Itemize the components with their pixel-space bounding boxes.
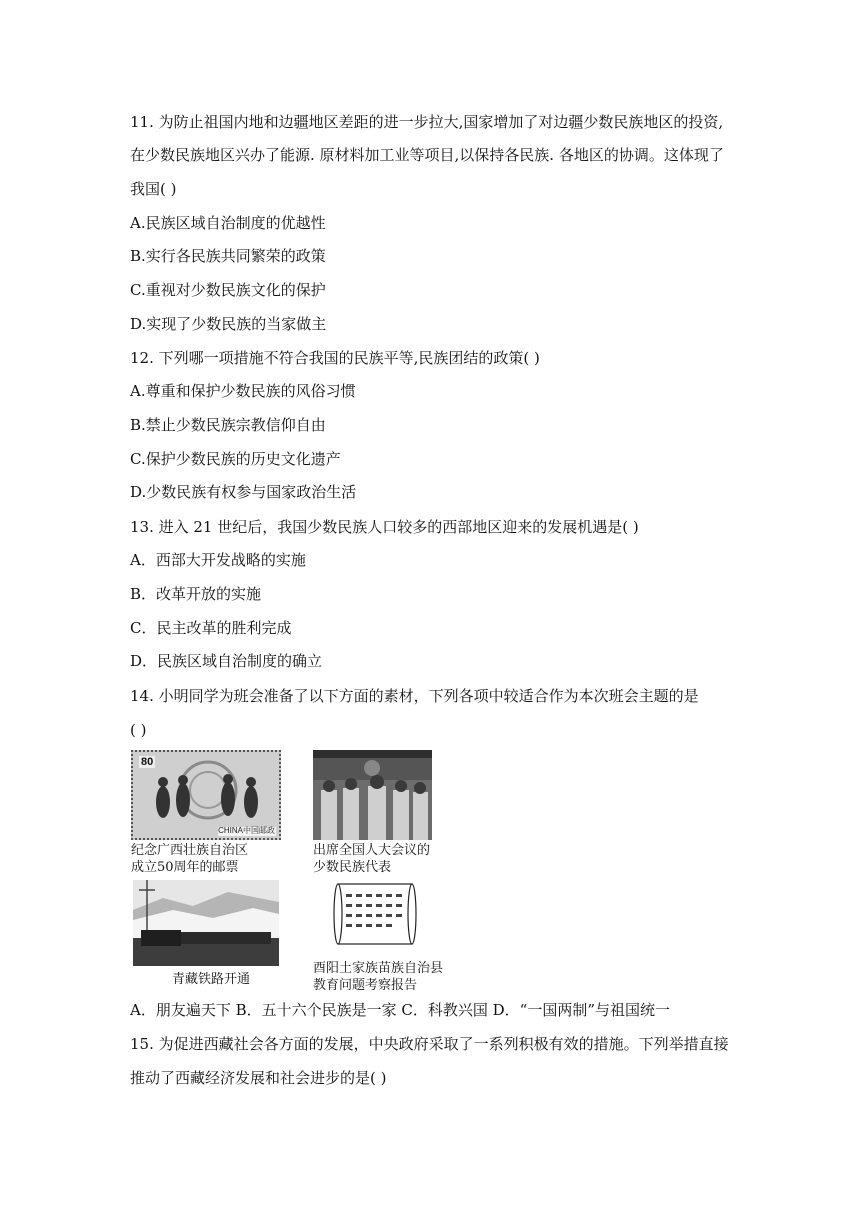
q14-stem-line2: ( ) <box>130 721 147 739</box>
caption-stamp-line1: 纪念广西壮族自治区 <box>131 843 249 858</box>
q11-stem-line1: 11. 为防止祖国内地和边疆地区差距的进一步拉大,国家增加了对边疆少数民族地区的投资, <box>130 113 724 131</box>
scroll-illustration <box>330 880 420 950</box>
railway-illustration <box>133 880 279 966</box>
stamp-value: 80 <box>141 756 154 768</box>
caption-report-line2: 教育问题考察报告 <box>313 978 418 993</box>
q13-stem: 13. 进入 21 世纪后，我国少数民族人口较多的西部地区迎来的发展机遇是( ) <box>130 518 639 536</box>
q13-option-d: D．民族区域自治制度的确立 <box>130 652 323 670</box>
caption-railway: 青藏铁路开通 <box>172 972 251 987</box>
railway-photo <box>133 880 279 966</box>
q12-stem: 12. 下列哪一项措施不符合我国的民族平等,民族团结的政策( ) <box>130 349 540 367</box>
q11-option-a: A.民族区域自治制度的优越性 <box>130 214 326 232</box>
q14-stem-line1: 14. 小明同学为班会准备了以下方面的素材，下列各项中较适合作为本次班会主题的是 <box>130 687 699 705</box>
q11-option-c: C.重视对少数民族文化的保护 <box>130 281 326 299</box>
q13-option-b: B．改革开放的实施 <box>130 585 262 603</box>
stamp-mark: CHINA中国邮政 <box>218 826 275 835</box>
representatives-photo <box>313 750 432 840</box>
q11-stem-line3: 我国( ) <box>130 180 177 198</box>
q12-option-a: A.尊重和保护少数民族的风俗习惯 <box>130 382 356 400</box>
q11-stem-line2: 在少数民族地区兴办了能源. 原材料加工业等项目,以保持各民族. 各地区的协调。这体现了 <box>130 146 724 164</box>
q12-option-b: B.禁止少数民族宗教信仰自由 <box>130 416 326 434</box>
q13-option-c: C．民主改革的胜利完成 <box>130 619 292 637</box>
representatives-illustration <box>313 750 432 840</box>
q14-options: A．朋友遍天下 B．五十六个民族是一家 C．科教兴国 D．“一国两制”与祖国统一 <box>130 1001 671 1019</box>
caption-representatives-line2: 少数民族代表 <box>313 860 392 875</box>
caption-stamp-line2: 成立50周年的邮票 <box>131 860 239 875</box>
q13-option-a: A．西部大开发战略的实施 <box>130 551 306 569</box>
q15-stem-line1: 15. 为促进西藏社会各方面的发展，中央政府采取了一系列积极有效的措施。下列举措直接 <box>130 1035 729 1053</box>
q15-stem-line2: 推动了西藏经济发展和社会进步的是( ) <box>130 1069 387 1087</box>
stamp-image <box>131 750 281 840</box>
report-scroll-image <box>330 880 420 950</box>
q12-option-c: C.保护少数民族的历史文化遗产 <box>130 450 341 468</box>
q11-option-d: D.实现了少数民族的当家做主 <box>130 315 327 333</box>
q11-option-b: B.实行各民族共同繁荣的政策 <box>130 247 326 265</box>
caption-report-line1: 酉阳土家族苗族自治县 <box>313 961 444 976</box>
q12-option-d: D.少数民族有权参与国家政治生活 <box>130 483 357 501</box>
caption-representatives-line1: 出席全国人大会议的 <box>313 843 431 858</box>
